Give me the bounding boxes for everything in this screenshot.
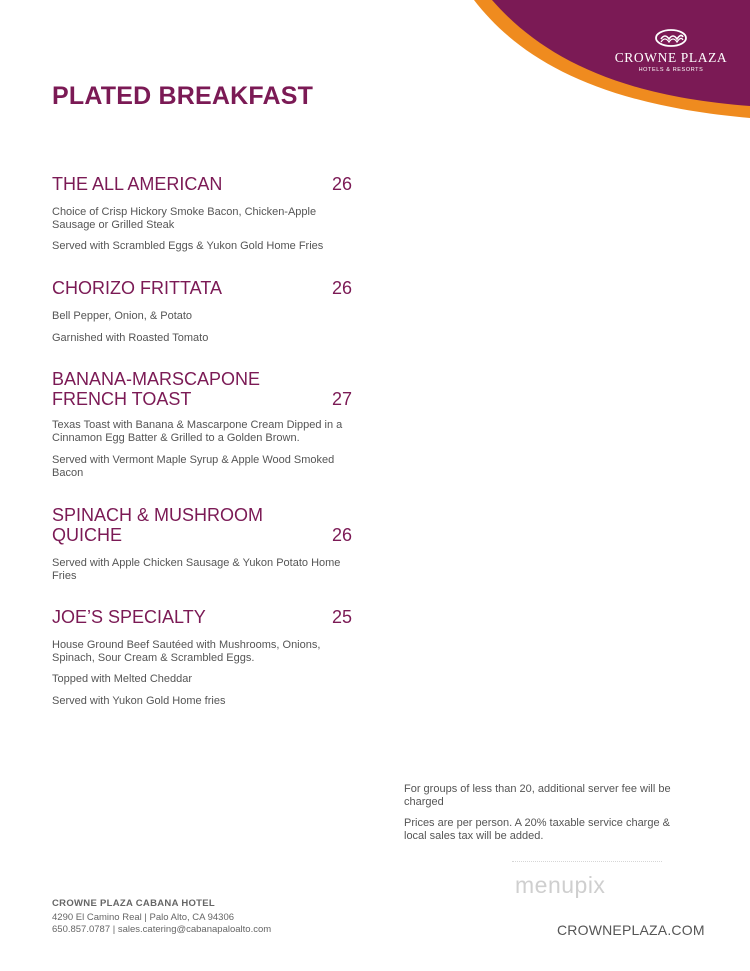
menu-item-header (52, 174, 352, 194)
menu-item-description: Topped with Melted Cheddar (52, 673, 193, 685)
crowne-plaza-logo (612, 28, 730, 73)
note-text: Prices are per person. A 20% taxable service charge & local sales tax will be added. (404, 817, 670, 842)
menu-item-description: Bell Pepper, Onion, & Potato (52, 310, 193, 322)
menu-item-description: House Ground Beef Sautéed with Mushrooms, Onions, Spinach, Sour Cream & Scrambled Eggs. (52, 639, 321, 664)
menu-item-price: 26 (331, 525, 352, 545)
menu-item-price: 25 (331, 607, 352, 627)
menu-item-description: Choice of Crisp Hickory Smoke Bacon, Chicken-Apple Sausage or Grilled Steak (52, 206, 317, 231)
footer-hotel-name: CROWNE PLAZA CABANA HOTEL (52, 898, 216, 909)
menu-item-description: Texas Toast with Banana & Mascarpone Cream Dipped in a Cinnamon Egg Batter & Grilled to a Golden Brown. (52, 419, 343, 444)
crown-logo-icon (654, 28, 688, 48)
menu-item-description: Served with Apple Chicken Sausage & Yukon Potato Home Fries (52, 557, 341, 582)
menu-item-price: 27 (331, 389, 352, 409)
menu-item-name: SPINACH & MUSHROOM QUICHE (52, 505, 264, 545)
menu-item (52, 278, 352, 345)
menu-item-price: 26 (331, 174, 352, 194)
menu-item (52, 369, 352, 480)
menu-item-name: BANANA-MARSCAPONE FRENCH TOAST (52, 369, 261, 409)
menu-item (52, 607, 352, 708)
footer-address: 4290 El Camino Real | Palo Alto, CA 94306 (52, 912, 235, 923)
menu-item-name: CHORIZO FRITTATA (52, 278, 222, 298)
menu-item (52, 174, 352, 253)
menu-item-header (52, 505, 352, 545)
page-title: PLATED BREAKFAST (52, 82, 314, 110)
footer-phone-email: 650.857.0787 | sales.catering@cabanapaloalto.com (52, 924, 272, 935)
menu-item-header (52, 607, 352, 627)
note-text: For groups of less than 20, additional server fee will be charged (404, 783, 671, 808)
menu-item-description: Served with Scrambled Eggs & Yukon Gold Home Fries (52, 240, 324, 252)
pricing-notes (404, 783, 684, 851)
menu-item (52, 505, 352, 583)
menu-item-header (52, 278, 352, 298)
menu-item-price: 26 (331, 278, 352, 298)
brand-name: CROWNE PLAZA (614, 50, 728, 65)
menu-item-description: Garnished with Roasted Tomato (52, 332, 209, 344)
website-url[interactable]: CROWNEPLAZA.COM (557, 922, 705, 938)
menu-item-description: Served with Vermont Maple Syrup & Apple Wood Smoked Bacon (52, 454, 335, 479)
footer-contact (52, 898, 271, 936)
divider (512, 861, 662, 862)
menu-item-name: JOE’S SPECIALTY (52, 607, 206, 627)
brand-tagline: HOTELS & RESORTS (638, 67, 704, 73)
menu-item-header (52, 369, 352, 409)
menu-item-name: THE ALL AMERICAN (52, 174, 223, 194)
menupix-watermark: menupix (515, 872, 606, 898)
menu-item-description: Served with Yukon Gold Home fries (52, 695, 226, 707)
